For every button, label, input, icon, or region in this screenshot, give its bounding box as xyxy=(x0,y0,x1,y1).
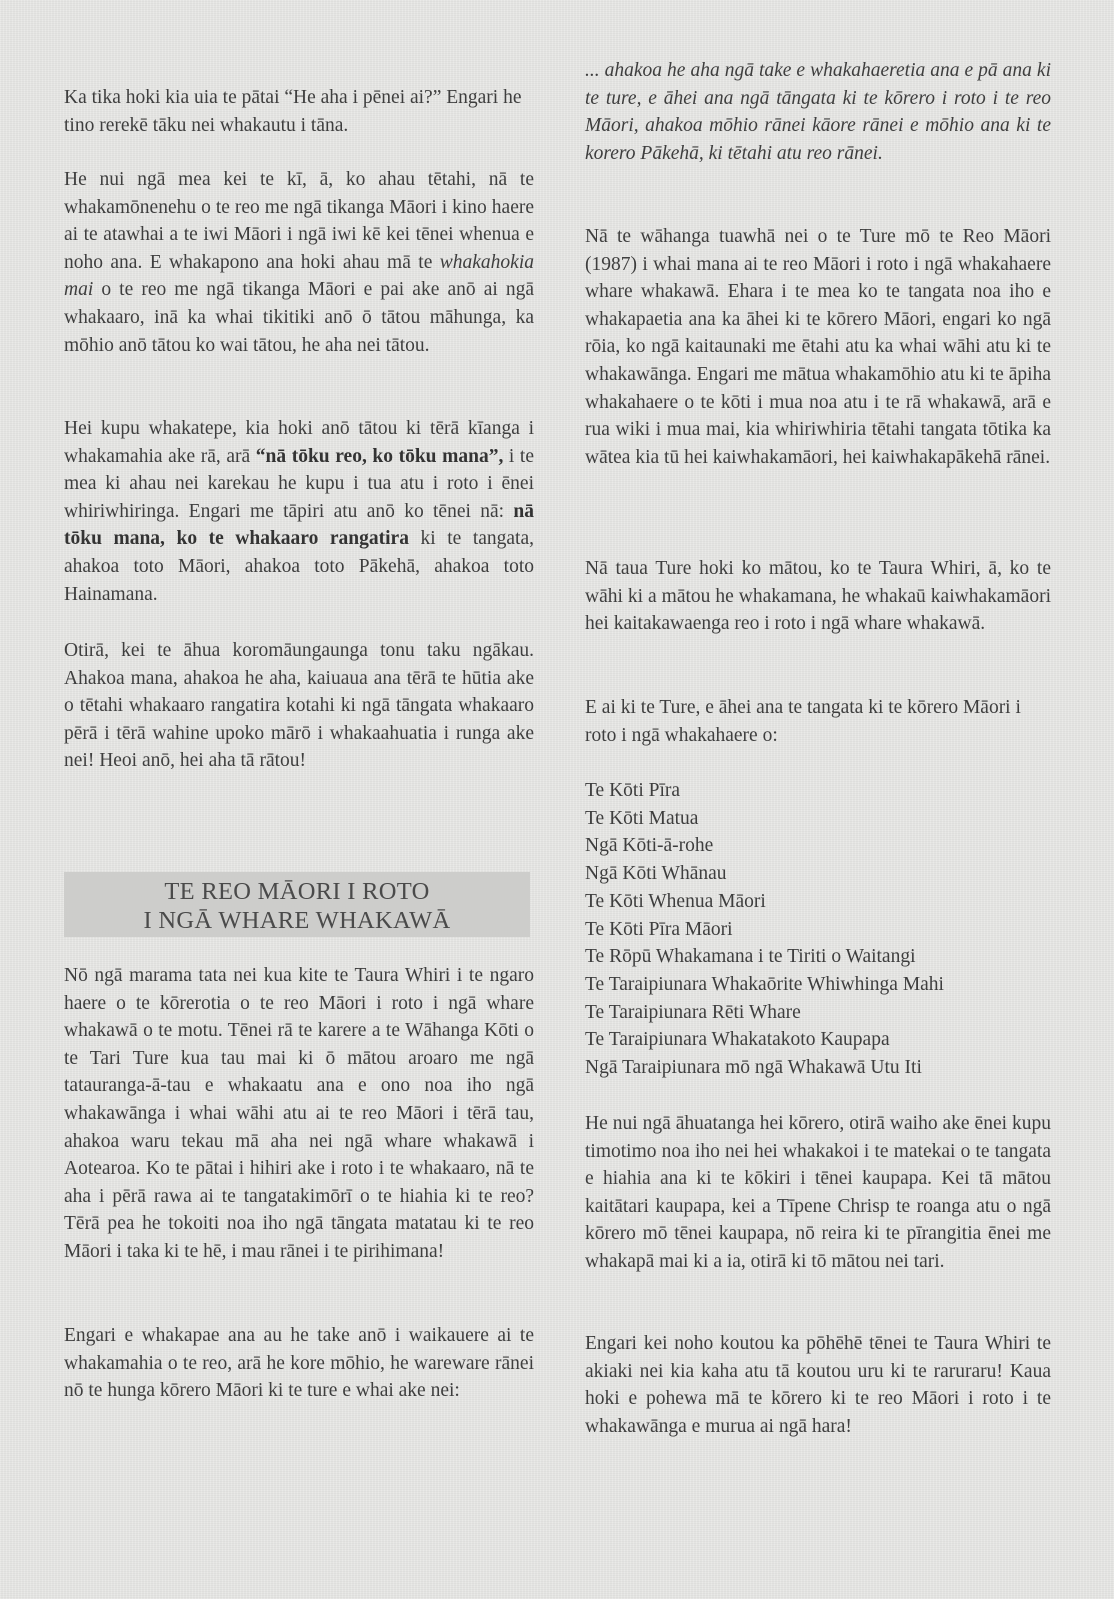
court-list xyxy=(585,777,1051,1082)
heading-line-2: I NGĀ WHARE WHAKAWĀ xyxy=(143,907,451,934)
paragraph-e-ai-ki: E ai ki te Ture, e āhei ana te tangata ki te kōrero Māori i roto i ngā whakahaere o: xyxy=(585,697,1021,746)
text-span: o te reo me ngā tikanga Māori e pai ake anō ai ngā whakaaro, inā ka whai tikitiki anō ō tātou māhunga, ka mōhio anō tātou ko wai tātou, he aha nei tātou. xyxy=(64,279,534,356)
list-item: Te Rōpū Whakamana i te Tiriti o Waitangi xyxy=(585,946,916,968)
section-heading xyxy=(64,872,530,937)
list-item: Ngā Kōti-ā-rohe xyxy=(585,835,714,857)
text-span: Hei kupu whakatepe, kia hoki anō tātou ki tērā kīanga i whakamahia ake rā, arā xyxy=(64,418,534,467)
list-item: Te Taraipiunara Rēti Whare xyxy=(585,1001,801,1023)
text-span: i te mea ki ahau nei karekau he kupu i tua atu i roto i ēnei whiriwhiringa. Engari me tāpiri atu anō ko tēnei nā: xyxy=(64,445,534,522)
list-item: Te Kōti Pīra Māori xyxy=(585,918,733,940)
bold-phrase: “nā tōku reo, ko tōku mana”, xyxy=(255,445,504,467)
paragraph-intro: Ka tika hoki kia uia te pātai “He aha i pēnei ai?” Engari he tino rerekē tāku nei whakautu i tāna. xyxy=(64,87,522,136)
paragraph-kei-noho: Engari kei noho koutou ka pōhēhē tēnei te Taura Whiri te akiaki nei kia kaha atu tā koutou uru ki te raruraru! Kaua hoki e pohewa mā te kōrero ki te reo Māori i roto i te whakawānga e murua ai ngā hara! xyxy=(585,1333,1051,1437)
paragraph-reo-tikanga xyxy=(64,166,534,359)
list-item: Te Kōti Whenua Māori xyxy=(585,890,766,912)
text-span: ki te tangata, ahakoa toto Māori, ahakoa toto Pākehā, ahakoa toto Hainamana. xyxy=(64,528,534,605)
italic-phrase: whakahokia mai xyxy=(64,251,534,301)
quote-paragraph: ... ahakoa he aha ngā take e whakahaeretia ana e pā ana ki te ture, e āhei ana ngā tāngata ki te kōrero i roto i te reo Māori, ahakoa mōhio rānei kāore rānei e mōhio ana ki te korero Pākehā, ki tētahi atu reo rānei. xyxy=(585,60,1051,164)
text-span: He nui ngā mea kei te kī, ā, ko ahau tētahi, nā te whakamōnenehu o te reo me ngā tikanga Māori i kino haere ai te atawhai a te iwi Māori i ngā iwi kē kei tēnei whenua e noho ana. E whakapono ana hoki ahau mā te xyxy=(64,169,534,273)
heading-line-1: TE REO MĀORI I ROTO xyxy=(164,878,430,905)
paragraph-kupu-whakatepe xyxy=(64,415,534,608)
list-item: Te Taraipiunara Whakatakoto Kaupapa xyxy=(585,1029,890,1051)
list-item: Te Taraipiunara Whakaōrite Whiwhinga Mahi xyxy=(585,973,944,995)
list-item: Te Kōti Pīra xyxy=(585,780,681,801)
bold-phrase: nā tōku mana, ko te whakaaro rangatira xyxy=(64,500,534,550)
paragraph-ahuatanga: He nui ngā āhuatanga hei kōrero, otirā waiho ake ēnei kupu timotimo noa iho nei hei whakakoi i te matekai o te tangata e hiahia ana ki te kōkiri i tēnei kaupapa. Kei tā mātou kaitātari kaupapa, kei a Tīpene Chrisp te roanga atu o ngā kōrero mō tēnei kaupapa, nō reira ki te pīrangitia ēnei me whakapā mai ki a ia, otirā ki tō mātou nei tari. xyxy=(585,1113,1051,1272)
paragraph-ture: Nā te wāhanga tuawhā nei o te Ture mō te Reo Māori (1987) i whai mana ai te reo Māori i roto i ngā whakahaere whare whakawā. Ehara i te mea ko te tangata noa iho e whakapaetia ana ka āhei ki te kōrero Māori, engari ko ngā rōia, ko ngā kaitaunaki me ētahi atu ka whai wāhi atu ki te whakawānga. Engari me mātua whakamōhio atu ki te āpiha whakahaere o te kōti i mua noa atu i te rā whakawā, arā e rua wiki i mua mai, kia whiriwhiria tētahi tangata tōtika ka wātea kia tū hei kaiwhakamāori, hei kaiwhakapākehā rānei. xyxy=(585,226,1051,468)
paragraph-taua-ture: Nā taua Ture hoki ko mātou, ko te Taura Whiri, ā, ko te wāhi ki a mātou he whakamana, he whakaū kaiwhakamāori hei kaitakawaenga reo i roto i ngā whare whakawā. xyxy=(585,558,1051,635)
list-item: Ngā Taraipiunara mō ngā Whakawā Utu Iti xyxy=(585,1057,922,1079)
paragraph-otira: Otirā, kei te āhua koromāungaunga tonu taku ngākau. Ahakoa mana, ahakoa he aha, kaiuaua ana tērā te hūtia ake o tētahi whakaaro rangatira kotahi ki ngā tāngata whakaaro pērā i tērā wahine upoko mārō i whakaahuatia i runga ake nei! Heoi anō, hei aha tā rātou! xyxy=(64,640,534,772)
paragraph-taura-whiri: Nō ngā marama tata nei kua kite te Taura Whiri i te ngaro haere o te kōrerotia o te reo Māori i roto i ngā whare whakawā o te motu. Tēnei rā te karere a te Wāhanga Kōti o te Tari Ture kua tau mai ki ō mātou aroaro me ngā tatauranga-ā-tau e whakaatu ana e ono noa iho ngā whakawānga i whai wāhi atu ai te reo Māori i tērā tau, ahakoa waru tekau mā aha nei ngā whare whakawā i Aotearoa. Ko te pātai i hihiri ake i roto i te whakaaro, nā te aha i pērā rawa ai te tangatakimōrī o te hiahia ki te reo? Tērā pea he tokoiti noa iho ngā tāngata matatau ki te reo Māori i taka ki te hē, i mau rānei i te pirihimana! xyxy=(64,965,534,1262)
list-item: Te Kōti Matua xyxy=(585,807,699,829)
paragraph-whakapae: Engari e whakapae ana au he take anō i waikauere ai te whakamahia o te reo, arā he kore mōhio, he wareware rānei nō te hunga kōrero Māori ki te ture e whai ake nei: xyxy=(64,1325,534,1402)
list-item: Ngā Kōti Whānau xyxy=(585,863,727,885)
